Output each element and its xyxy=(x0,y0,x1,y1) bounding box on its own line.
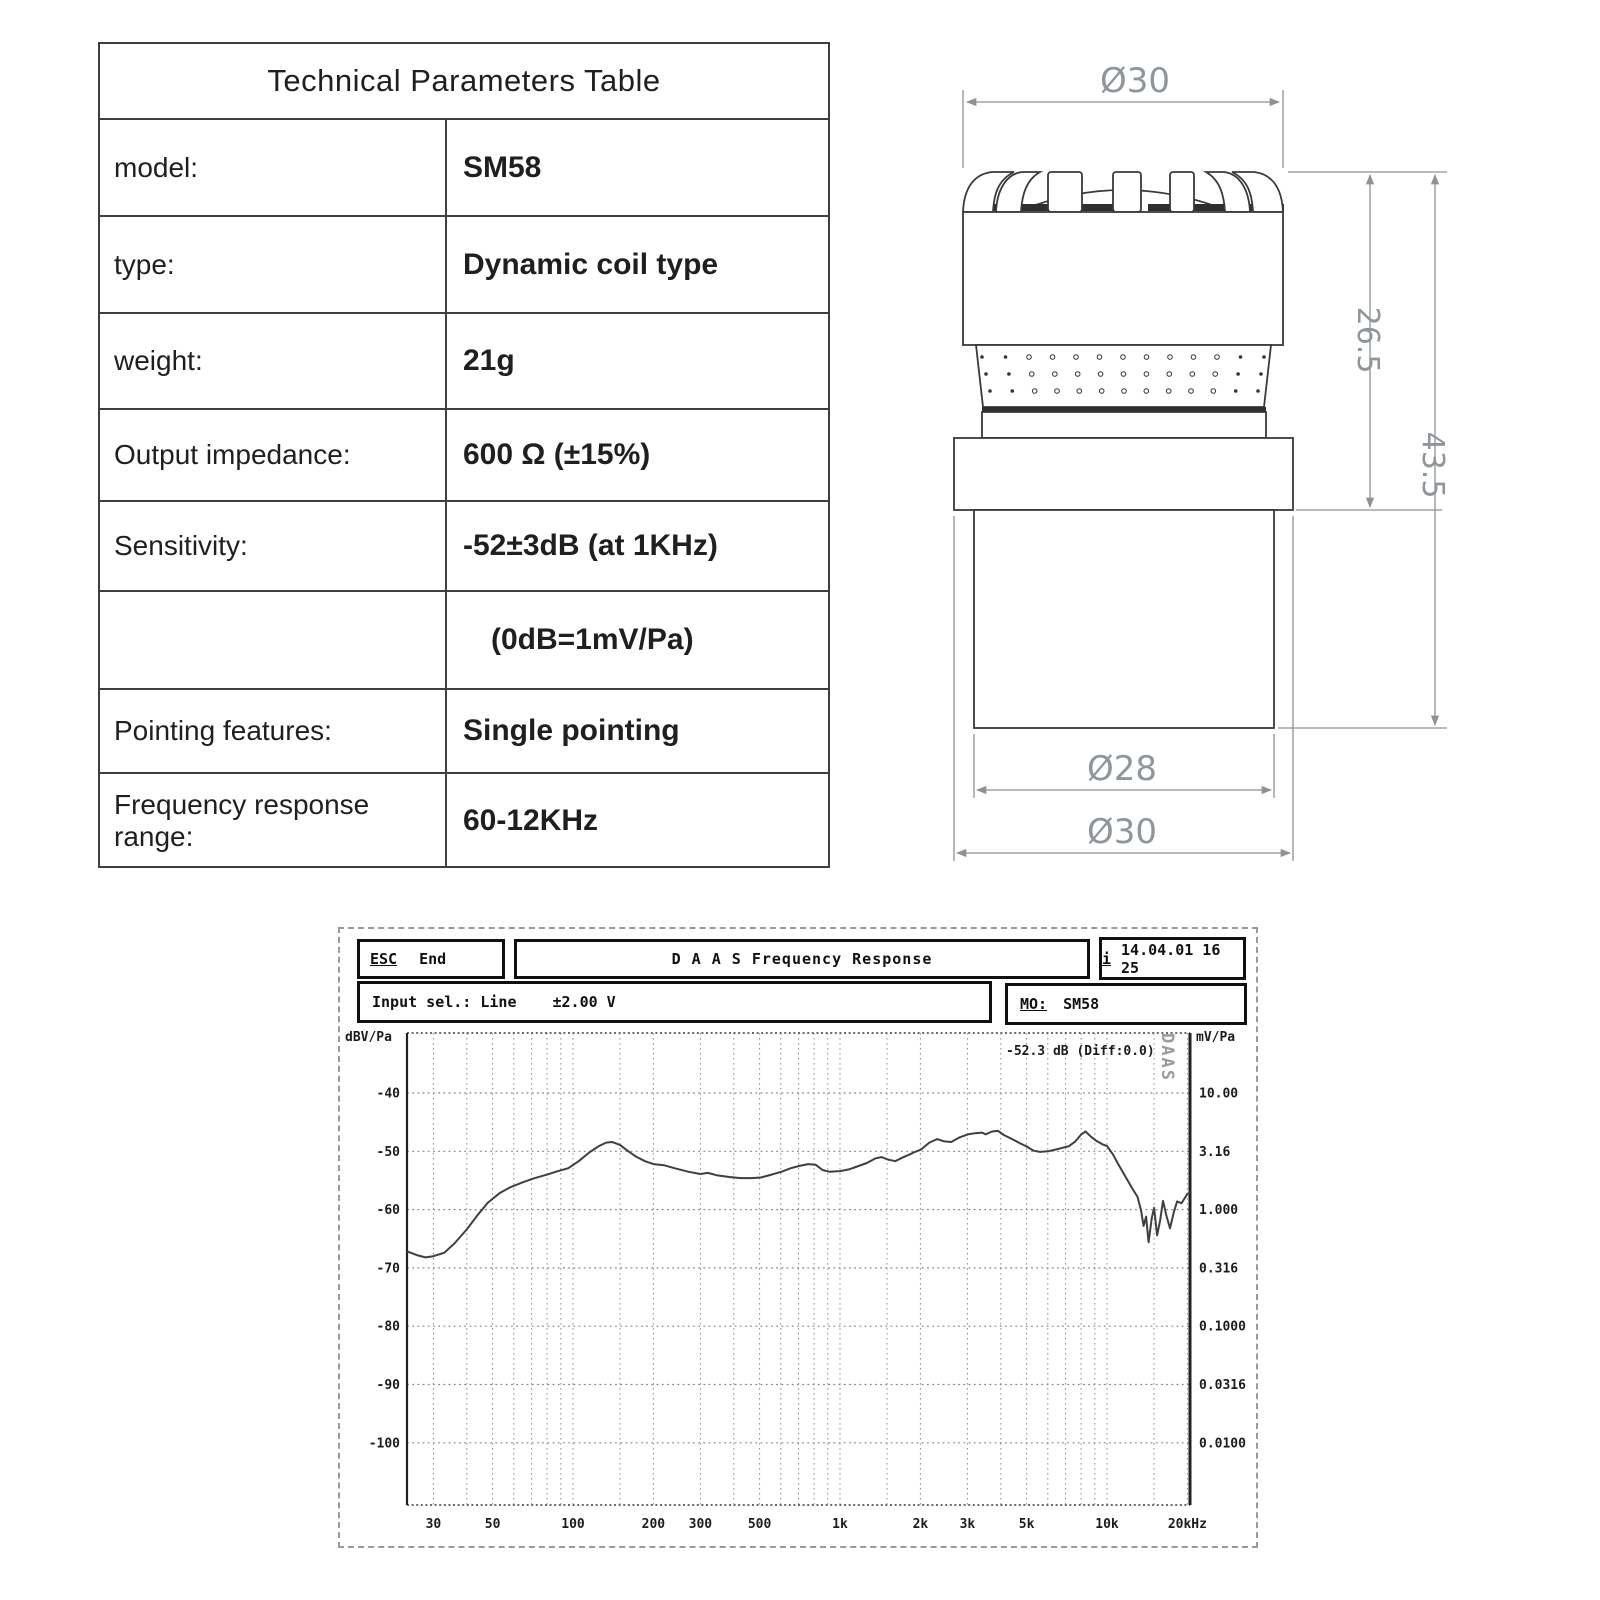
x-tick-label: 50 xyxy=(484,1517,501,1532)
row-label-type: type: xyxy=(100,215,447,312)
mo-label: MO: xyxy=(1020,995,1048,1013)
row-value-type: Dynamic coil type xyxy=(447,215,828,312)
row-value-impedance: 600 Ω (±15%) xyxy=(447,408,828,500)
technical-parameters-table xyxy=(98,42,830,868)
capsule-outline xyxy=(954,172,1293,728)
x-tick-label: 300 xyxy=(688,1517,713,1532)
x-tick-label: 200 xyxy=(641,1517,666,1532)
x-tick-label: 5k xyxy=(1018,1517,1035,1532)
frequency-response-plot xyxy=(340,929,1256,1546)
cursor-readout: -52.3 dB (Diff:0.0) xyxy=(1006,1044,1155,1059)
analyzer-title: D A A S Frequency Response xyxy=(514,939,1090,979)
y-tick-label: -40 xyxy=(376,1086,400,1102)
x-tick-label: 2k xyxy=(912,1517,929,1532)
dim-body-diameter-label: Ø28 xyxy=(1086,749,1158,789)
dim-total-height-label: 43.5 xyxy=(1415,431,1450,499)
row-value-model: SM58 xyxy=(447,118,828,215)
microphone-capsule-drawing xyxy=(930,40,1470,870)
x-tick-label: 500 xyxy=(747,1517,772,1532)
left-axis-unit: dBV/Pa xyxy=(345,1030,392,1045)
row-value-pointing: Single pointing xyxy=(447,688,828,772)
row-value-weight: 21g xyxy=(447,312,828,408)
x-tick-label: 20kHz xyxy=(1167,1517,1207,1532)
esc-action-label: End xyxy=(419,950,447,968)
right-tick-label: 0.316 xyxy=(1199,1261,1239,1277)
x-tick-label: 1k xyxy=(832,1517,848,1532)
dim-flange-diameter-label: Ø30 xyxy=(1086,812,1158,852)
row-value-frequency-range: 60-12KHz xyxy=(447,772,828,868)
daas-analyzer-panel xyxy=(338,927,1258,1548)
esc-key-label: ESC xyxy=(370,950,398,968)
y-tick-label: -50 xyxy=(376,1144,400,1160)
x-tick-label: 3k xyxy=(959,1517,976,1532)
table-title: Technical Parameters Table xyxy=(267,63,661,98)
x-tick-label: 30 xyxy=(425,1517,442,1532)
row-value-reference-level: (0dB=1mV/Pa) xyxy=(447,590,828,688)
mo-value: SM58 xyxy=(1063,995,1100,1013)
dim-head-height-label: 26.5 xyxy=(1350,306,1385,374)
row-label-pointing: Pointing features: xyxy=(100,688,447,772)
right-tick-label: 0.0100 xyxy=(1199,1436,1246,1452)
right-tick-label: 0.0316 xyxy=(1199,1378,1246,1393)
input-label: Input sel.: Line xyxy=(372,993,517,1011)
dim-top-diameter-label: Ø30 xyxy=(1099,61,1171,101)
row-label-model: model: xyxy=(100,118,447,215)
right-tick-label: 10.00 xyxy=(1199,1086,1239,1102)
y-tick-label: -100 xyxy=(368,1436,400,1452)
right-tick-label: 3.16 xyxy=(1199,1144,1231,1160)
datetime-value: 14.04.01 16 25 xyxy=(1121,940,1221,977)
x-tick-label: 10k xyxy=(1095,1517,1119,1532)
row-label-frequency-range: Frequency response range: xyxy=(100,772,447,868)
y-tick-label: -90 xyxy=(376,1378,400,1393)
y-tick-label: -70 xyxy=(376,1261,400,1277)
row-label-empty xyxy=(100,590,447,688)
clock-icon: i xyxy=(1102,949,1112,968)
right-tick-label: 1.000 xyxy=(1199,1203,1239,1219)
input-value: ±2.00 V xyxy=(552,993,616,1011)
row-label-weight: weight: xyxy=(100,312,447,408)
response-curve xyxy=(408,1131,1191,1258)
right-tick-label: 0.1000 xyxy=(1199,1319,1246,1335)
row-value-sensitivity: -52±3dB (at 1KHz) xyxy=(447,500,828,590)
row-label-impedance: Output impedance: xyxy=(100,408,447,500)
y-tick-label: -60 xyxy=(376,1203,400,1219)
row-label-sensitivity: Sensitivity: xyxy=(100,500,447,590)
daas-watermark: DAAS xyxy=(1157,1033,1177,1082)
right-axis-unit: mV/Pa xyxy=(1196,1030,1236,1045)
y-tick-label: -80 xyxy=(376,1319,400,1335)
x-tick-label: 100 xyxy=(561,1517,585,1532)
